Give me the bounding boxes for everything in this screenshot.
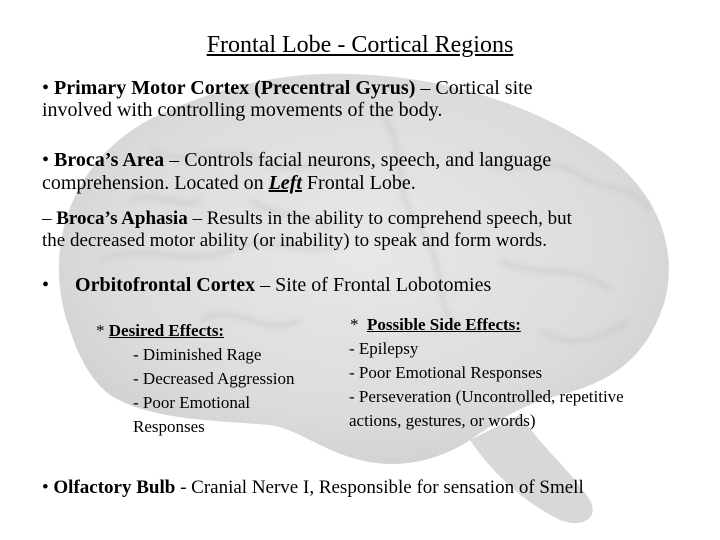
desired-item-2: - Decreased Aggression	[133, 369, 295, 388]
side-item-2: - Poor Emotional Responses	[349, 363, 543, 382]
bullet-olfactory-text1: - Cranial Nerve I, Responsible for sensation of Smell	[175, 477, 584, 498]
side-item-4: actions, gestures, or words)	[349, 411, 536, 430]
subbullet-aphasia-line2: the decreased motor ability (or inability) to speak and form words.	[42, 230, 547, 251]
desired-effects-title: Desired Effects:	[108, 321, 225, 340]
bullet-orbitofrontal	[42, 274, 491, 296]
term-brocas-aphasia: Broca’s Aphasia	[56, 208, 188, 229]
bullet-marker: •	[42, 274, 50, 296]
side-item-1: - Epilepsy	[349, 339, 419, 358]
term-brocas-area: Broca’s Area	[54, 149, 165, 171]
bullet-broca-text1: – Controls facial neurons, speech, and language	[164, 149, 552, 171]
bullet-broca-line1	[42, 149, 551, 171]
bullet-orbito-text1: – Site of Frontal Lobotomies	[255, 274, 492, 296]
bullet-motor-line1	[42, 77, 533, 99]
bullet-marker: •	[42, 149, 50, 171]
term-olfactory-bulb: Olfactory Bulb	[53, 477, 176, 498]
emphasis-left: Left	[268, 172, 302, 194]
term-orbitofrontal-cortex: Orbitofrontal Cortex	[75, 274, 256, 296]
bullet-broca-text2a: comprehension. Located on	[42, 172, 269, 194]
subbullet-aphasia-line1	[42, 208, 572, 229]
bullet-olfactory	[42, 477, 584, 498]
asterisk-marker: *	[350, 315, 359, 334]
desired-item-4: Responses	[133, 417, 205, 436]
bullet-marker: •	[42, 77, 50, 99]
subbullet-marker: –	[42, 208, 52, 229]
bullet-broca-line2	[42, 172, 416, 194]
desired-item-1: - Diminished Rage	[133, 345, 262, 364]
subbullet-aphasia-text1: – Results in the ability to comprehend speech, but	[187, 208, 572, 229]
desired-item-3: - Poor Emotional	[133, 393, 251, 412]
bullet-motor-text1: – Cortical site	[415, 77, 533, 99]
desired-effects-heading	[96, 321, 224, 340]
bullet-motor-line2: involved with controlling movements of the body.	[42, 99, 443, 121]
side-item-3: - Perseveration (Uncontrolled, repetitive	[349, 387, 624, 406]
bullet-broca-text2b: Frontal Lobe.	[301, 172, 416, 194]
asterisk-marker: *	[96, 321, 105, 340]
bullet-marker: •	[42, 477, 49, 498]
page-title: Frontal Lobe - Cortical Regions	[206, 32, 514, 58]
side-effects-heading	[350, 315, 521, 334]
side-effects-title: Possible Side Effects:	[367, 315, 521, 334]
term-primary-motor-cortex: Primary Motor Cortex (Precentral Gyrus)	[54, 77, 416, 99]
